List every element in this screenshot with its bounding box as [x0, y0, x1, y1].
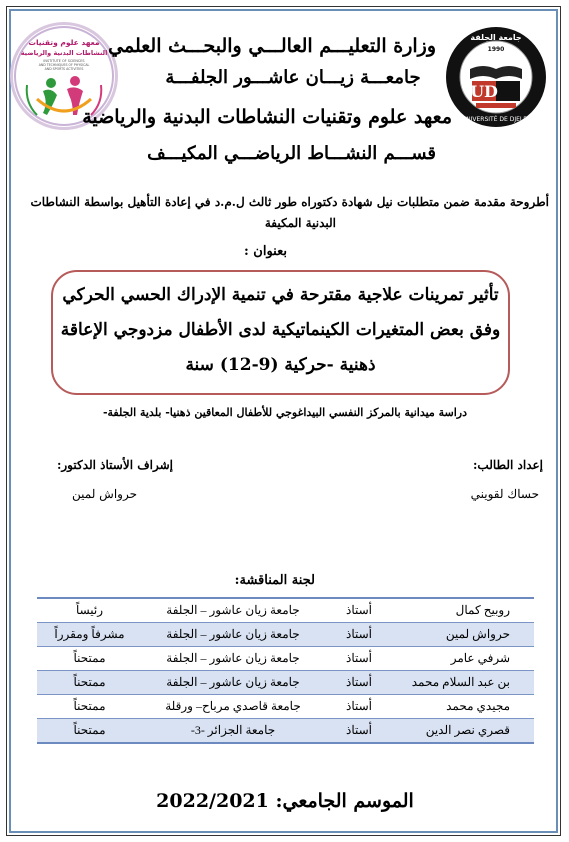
member-grade: أستاذ	[324, 695, 394, 719]
ministry-name: وزارة التعليـــم العالـــي والبحـــث العلمي	[108, 35, 436, 57]
logo-right-year: 1990	[487, 46, 505, 53]
member-university: جامعة قاصدي مرباح– ورقلة	[142, 695, 324, 719]
thesis-intro-line1: أطروحة مقدمة ضمن متطلبات نيل شهادة دكتوراه طور ثالث ل.م.د في إعادة التأهيل بواسطة النشاطات	[30, 195, 549, 209]
member-name: شرفي عامر	[394, 647, 534, 671]
department-name: قســـم النشـــاط الرياضـــي المكيـــف	[147, 143, 436, 164]
logo-left-line1: معهد علوم وتقنيات	[28, 38, 100, 47]
table-row	[37, 647, 534, 671]
table-row	[37, 623, 534, 647]
member-name: قصري نصر الدين	[394, 719, 534, 744]
student-label: إعداد الطالب:	[472, 458, 543, 472]
thesis-title-line1: تأثير تمرينات علاجية مقترحة في تنمية الإدراك الحسي الحركي	[62, 285, 499, 305]
logo-right-top-text: جامعة الجلفة	[470, 33, 522, 42]
member-name: روبيح كمال	[394, 598, 534, 623]
member-university: جامعة زيان عاشور – الجلفة	[142, 623, 324, 647]
thesis-title-line3: ذهنية -حركية (9-12) سنة	[185, 355, 376, 375]
member-role: ممتحناً	[37, 719, 142, 744]
institute-name: معهد علوم وتقنيات النشاطات البدنية والرياضية	[82, 106, 452, 128]
supervisor-name: حرواش لمين	[72, 487, 137, 501]
member-grade: أستاذ	[324, 598, 394, 623]
logo-left-line5: AND SPORTS ACTIVITIES	[44, 67, 84, 71]
title-label: بعنوان :	[243, 244, 287, 259]
university-logo	[446, 27, 546, 127]
committee-label: لجنة المناقشة:	[234, 573, 315, 588]
member-name: مجيدي محمد	[394, 695, 534, 719]
table-row	[37, 695, 534, 719]
member-university: جامعة زيان عاشور – الجلفة	[142, 598, 324, 623]
member-role: مشرفاً ومقرراً	[37, 623, 142, 647]
member-role: ممتحناً	[37, 647, 142, 671]
logo-left-line3: INSTITUTE OF SCIENCES	[43, 59, 85, 63]
table-row	[37, 598, 534, 623]
academic-year: الموسم الجامعي: 2022/2021	[156, 790, 414, 812]
table-row	[37, 671, 534, 695]
member-university: جامعة زيان عاشور – الجلفة	[142, 671, 324, 695]
member-name: حرواش لمين	[394, 623, 534, 647]
thesis-title-line2: وفق بعض المتغيرات الكينماتيكية لدى الأطفال مزدوجي الإعاقة	[60, 320, 501, 340]
member-grade: أستاذ	[324, 719, 394, 744]
thesis-intro-line2: البدنية المكيفة	[264, 216, 336, 230]
logo-right-letters: UD	[470, 82, 498, 101]
table-row	[37, 719, 534, 744]
member-name: بن عبد السلام محمد	[394, 671, 534, 695]
member-role: ممتحناً	[37, 671, 142, 695]
study-subtitle: دراسة ميدانية بالمركز النفسي البيداغوجي للأطفال المعاقين ذهنيا- بلدية الجلفة-	[102, 406, 468, 419]
member-grade: أستاذ	[324, 623, 394, 647]
member-university: جامعة الجزائر -3-	[142, 719, 324, 744]
university-name: جامعـــة زيـــان عاشـــور الجلفـــة	[165, 67, 421, 88]
committee-table	[37, 597, 534, 744]
member-grade: أستاذ	[324, 647, 394, 671]
logo-right-bottom-text: UNIVERSITÉ DE DJELFA	[461, 116, 531, 123]
logo-left-line2: النشاطات البدنية والرياضية	[20, 49, 108, 57]
member-grade: أستاذ	[324, 671, 394, 695]
member-university: جامعة زيان عاشور – الجلفة	[142, 647, 324, 671]
student-name: حساك لقويني	[470, 487, 539, 501]
supervisor-label: إشراف الأستاذ الدكتور:	[56, 458, 173, 472]
member-role: رئيساً	[37, 598, 142, 623]
logo-left-line4: AND TECHNIQUES OF PHYSICAL	[38, 63, 90, 67]
university-seal-icon	[446, 27, 546, 127]
member-role: ممتحناً	[37, 695, 142, 719]
